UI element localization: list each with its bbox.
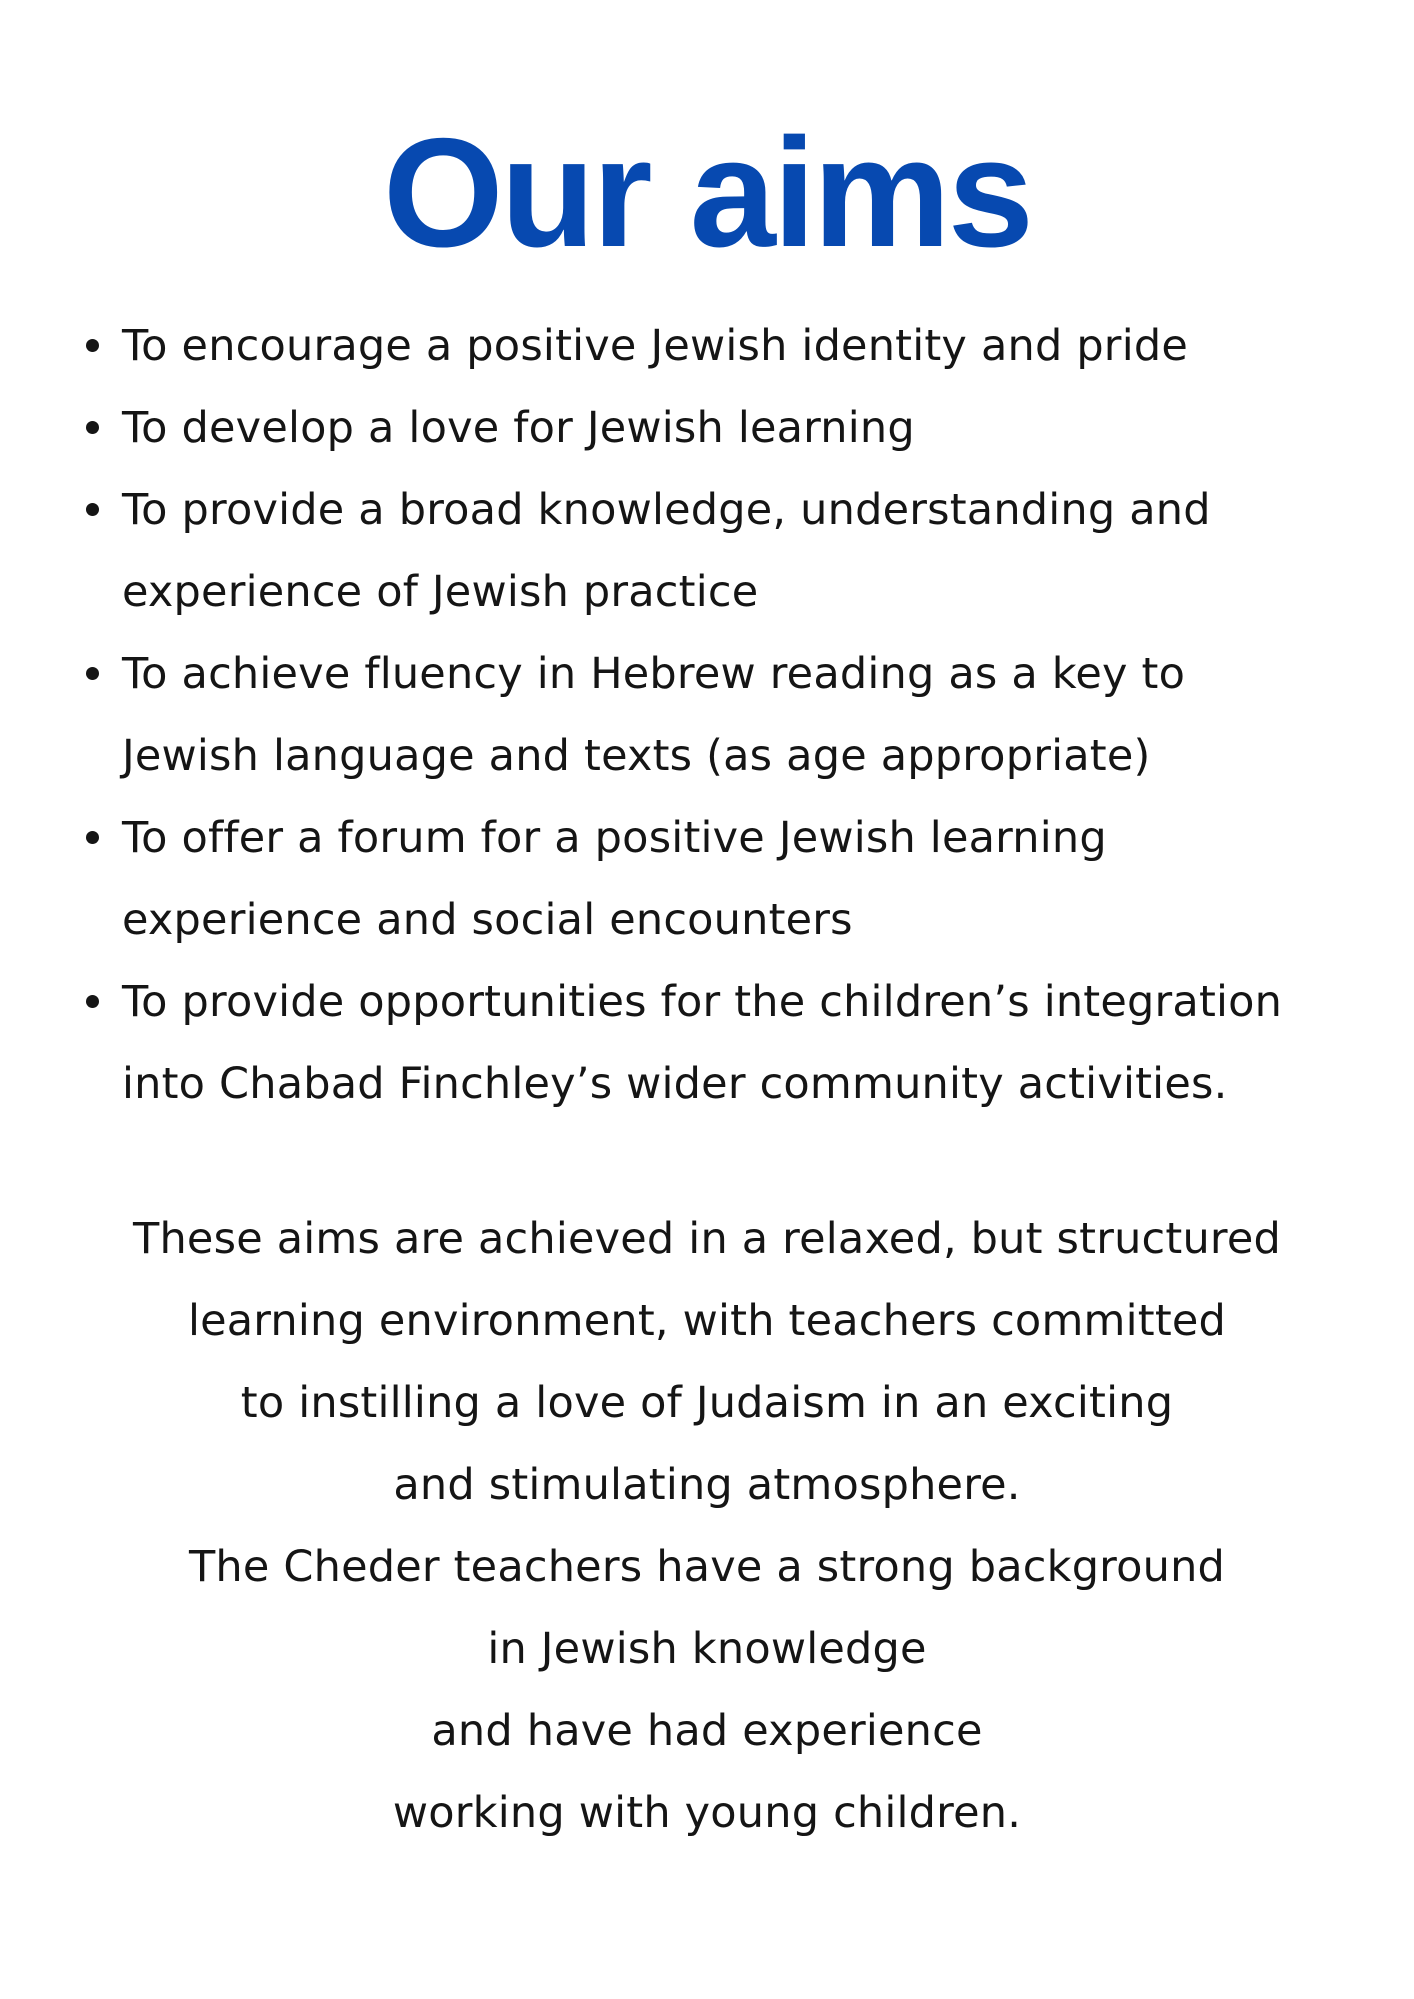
aim-text-line: experience and social encounters xyxy=(122,895,853,945)
list-item xyxy=(80,305,1400,387)
bullet-icon xyxy=(86,339,99,352)
closing-paragraph xyxy=(0,1198,1414,1854)
aims-list xyxy=(80,305,1400,1125)
list-item xyxy=(80,961,1400,1125)
closing-text-line: These aims are achieved in a relaxed, but structured xyxy=(133,1214,1281,1264)
page-title: Our aims xyxy=(383,106,1031,279)
aim-text-line: To encourage a positive Jewish identity and pride xyxy=(122,321,1188,371)
closing-text-line: and have had experience xyxy=(431,1706,983,1756)
bullet-icon xyxy=(86,421,99,434)
aim-text-line: To achieve fluency in Hebrew reading as a key to xyxy=(122,649,1186,699)
aim-text-line: experience of Jewish practice xyxy=(122,567,759,617)
bullet-icon xyxy=(86,831,99,844)
aim-text-line: To develop a love for Jewish learning xyxy=(122,403,915,453)
bullet-icon xyxy=(86,667,99,680)
list-item xyxy=(80,797,1400,961)
bullet-icon xyxy=(86,503,99,516)
aim-text-line: To provide a broad knowledge, understanding and xyxy=(122,485,1211,535)
aim-text-line: Jewish language and texts (as age appropriate) xyxy=(122,731,1151,781)
list-item xyxy=(80,387,1400,469)
closing-text-line: to instilling a love of Judaism in an exciting xyxy=(240,1378,1174,1428)
closing-text-line: and stimulating atmosphere. xyxy=(393,1460,1021,1510)
closing-text-line: learning environment, with teachers committed xyxy=(187,1296,1227,1346)
aim-text-line: To offer a forum for a positive Jewish learning xyxy=(122,813,1107,863)
list-item xyxy=(80,633,1400,797)
bullet-icon xyxy=(86,995,99,1008)
list-item xyxy=(80,469,1400,633)
closing-text-line: in Jewish knowledge xyxy=(487,1624,927,1674)
closing-text-line: working with young children. xyxy=(392,1788,1022,1838)
closing-text-line: The Cheder teachers have a strong background xyxy=(188,1542,1226,1592)
aim-text-line: into Chabad Finchley’s wider community activities. xyxy=(122,1059,1228,1109)
aim-text-line: To provide opportunities for the children’s integration xyxy=(122,977,1283,1027)
